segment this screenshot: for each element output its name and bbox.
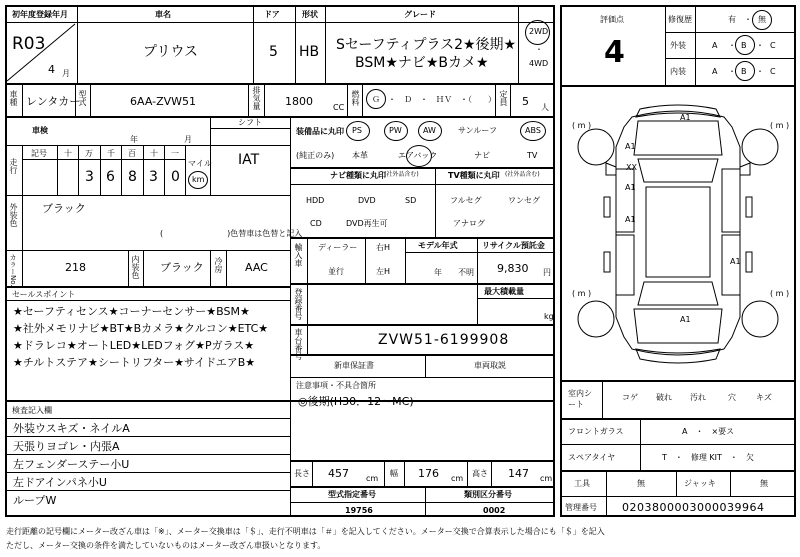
length-unit: cm xyxy=(366,474,379,483)
divider xyxy=(695,5,696,85)
footer-note: 走行距離の記号欄にメーター改ざん車は「※」、メーター交換車は「＄」、走行不明車は「＃」を記入してください。メーター交換で合算表示した場合にも「＄」を記入 xyxy=(6,527,605,536)
seat-item: 汚れ xyxy=(690,393,706,402)
divider xyxy=(290,283,555,285)
equipment-ps: PS xyxy=(352,126,362,135)
shift: IAT xyxy=(238,152,260,168)
left-hand: 左H xyxy=(376,267,391,276)
divider xyxy=(22,159,185,160)
max-load-label: 最大積載量 xyxy=(484,287,524,296)
grade-option: A xyxy=(712,41,718,50)
recycle-amount: 9,830 xyxy=(497,262,529,275)
person-unit: 人 xyxy=(541,103,549,112)
divider xyxy=(22,195,23,250)
grade-option: B xyxy=(741,41,747,50)
diagram-bracket: ( m ) xyxy=(572,121,592,130)
inspector-line: 左フェンダーステー小U xyxy=(13,458,130,471)
class-number: 0002 xyxy=(483,506,506,515)
grade-option: B xyxy=(741,67,747,76)
divider xyxy=(384,460,385,486)
seat-item: 穴 xyxy=(728,393,736,402)
divider xyxy=(143,250,144,286)
divider xyxy=(253,5,254,83)
equipment-label: 装備品に丸印 xyxy=(296,127,344,136)
length-label: 長さ xyxy=(294,469,310,478)
damage-mark: A1 xyxy=(625,183,636,192)
mileage-digit: 3 xyxy=(149,169,158,185)
divider xyxy=(665,32,796,33)
color-no-label: カラーNo. xyxy=(9,254,17,287)
divider xyxy=(5,116,555,118)
height-unit: cm xyxy=(540,474,553,483)
digit-label: 十 xyxy=(150,149,158,158)
score-label: 評価点 xyxy=(600,15,624,24)
km-label: km xyxy=(192,175,205,184)
damage-mark: A1 xyxy=(625,215,636,224)
damage-mark: A1 xyxy=(730,257,741,266)
divider xyxy=(290,486,555,488)
drive-4wd: 4WD xyxy=(529,59,549,68)
repair-option: ・ xyxy=(744,15,752,24)
divider xyxy=(77,5,78,83)
import-dealer: ディーラー xyxy=(318,243,358,252)
grade-option: ・ xyxy=(728,67,736,76)
divider xyxy=(425,486,426,517)
divider xyxy=(100,145,101,195)
digit-label: 百 xyxy=(128,149,136,158)
divider xyxy=(248,83,249,116)
tools-value: 無 xyxy=(637,479,645,488)
import-label: 輸入車 xyxy=(294,243,303,267)
exterior-note: ( )色替車は色替と記入 xyxy=(160,229,303,238)
type-number: 19756 xyxy=(345,506,373,515)
displacement-label: 排気量 xyxy=(252,86,261,110)
yen-unit: 円 xyxy=(543,268,551,277)
shift-label: シフト xyxy=(238,118,262,127)
sales-label: セールスポイント xyxy=(12,290,76,299)
height-label: 高さ xyxy=(472,469,488,478)
divider xyxy=(560,496,796,497)
digit-label: 万 xyxy=(85,149,93,158)
tv-oneseg: ワンセグ xyxy=(508,196,540,205)
divider xyxy=(210,128,290,129)
aircon: AAC xyxy=(245,261,268,274)
equipment-sub-label: (純正のみ) xyxy=(296,151,335,160)
divider xyxy=(560,470,796,472)
equipment-tv: TV xyxy=(527,151,538,160)
divider xyxy=(290,184,555,185)
divider xyxy=(312,460,313,486)
equipment-airbag: エアバック xyxy=(398,151,438,160)
grade-option: ・ xyxy=(756,41,764,50)
divider xyxy=(295,5,296,83)
divider xyxy=(57,145,58,195)
windshield-value: A ・ ×要ス xyxy=(682,427,735,436)
equipment-aw: AW xyxy=(423,126,436,135)
spare-value: T ・ 修理 KIT ・ 欠 xyxy=(662,453,754,462)
divider xyxy=(78,145,79,195)
digit-label: 千 xyxy=(107,149,115,158)
repair-option: 無 xyxy=(758,15,766,24)
divider xyxy=(128,250,129,286)
tools-label: 工具 xyxy=(574,479,590,488)
divider xyxy=(22,250,23,286)
diagram-bracket: ( m ) xyxy=(572,289,592,298)
divider xyxy=(602,380,603,418)
divider xyxy=(560,380,796,382)
divider xyxy=(477,283,478,324)
width: 176 xyxy=(418,467,439,480)
exterior-grade-label: 外装 xyxy=(670,41,686,50)
damage-mark: XX xyxy=(626,163,637,172)
capacity-label: 定員 xyxy=(499,90,508,106)
divider xyxy=(290,502,555,503)
inspection-label: 車検 xyxy=(32,126,48,135)
sales-line: ★ドラレコ★オートLED★LEDフォグ★Pガラス★ xyxy=(13,339,255,352)
divider xyxy=(606,470,607,517)
damage-mark: A1 xyxy=(680,113,691,122)
divider xyxy=(467,460,468,486)
exterior-color: ブラック xyxy=(42,202,86,215)
divider xyxy=(362,83,363,116)
model-year-label: モデル年式 xyxy=(418,241,458,250)
divider xyxy=(5,454,290,455)
damage-mark: A1 xyxy=(625,142,636,151)
seat-item: 破れ xyxy=(656,393,672,402)
divider xyxy=(5,83,555,85)
registration-label: 登録番号 xyxy=(294,288,303,320)
navi-sub: (社外品含む) xyxy=(384,171,419,178)
mileage-digit: 3 xyxy=(85,169,94,185)
divider xyxy=(510,83,511,116)
footer-note: ただし、メーター交換の条件を満たしていないものはメーター改ざん車扱いとなります。 xyxy=(6,541,326,550)
interior-color: ブラック xyxy=(160,261,204,274)
divider xyxy=(665,58,796,59)
management-number: 0203800003000039964 xyxy=(622,501,765,514)
name-label: 車名 xyxy=(155,10,171,19)
divider xyxy=(290,324,555,326)
door-label: ドア xyxy=(264,10,280,19)
exterior-label: 外装色 xyxy=(9,203,18,227)
tv-label: TV種類に丸印 xyxy=(448,171,500,180)
tv-fullseg: フルセグ xyxy=(450,196,482,205)
divider xyxy=(290,167,555,169)
length: 457 xyxy=(328,467,349,480)
drive-2wd: 2WD xyxy=(529,27,549,36)
divider xyxy=(5,400,555,402)
divider xyxy=(425,354,426,377)
inspector-line: ループW xyxy=(13,494,57,507)
vehicle-manual: 車両取説 xyxy=(474,361,506,370)
car-diagram xyxy=(562,87,794,377)
kg-unit: kg xyxy=(544,312,554,321)
divider xyxy=(665,5,666,85)
equipment-leather: 本革 xyxy=(352,151,368,160)
model-year-unknown: 不明 xyxy=(458,268,474,277)
equipment-pw: PW xyxy=(389,126,402,135)
grade-option: C xyxy=(770,41,776,50)
divider xyxy=(5,195,290,196)
equipment-sunroof: サンルーフ xyxy=(458,126,497,135)
grade-line1: Sセーフティプラス2★後期★ xyxy=(336,37,517,53)
grade-option: ・ xyxy=(756,67,764,76)
interior-seat-label: 室内シート xyxy=(568,389,592,409)
drive-dot: ・ xyxy=(535,45,543,54)
inspector-label: 検査記入欄 xyxy=(12,406,52,415)
month-unit: 月 xyxy=(62,69,70,78)
divider xyxy=(477,237,478,283)
chassis-number: ZVW51-6199908 xyxy=(378,332,510,348)
score: 4 xyxy=(604,35,625,70)
shape: HB xyxy=(299,44,320,60)
divider xyxy=(5,286,290,288)
mileage-digit: 0 xyxy=(171,169,180,185)
digit-label: 十 xyxy=(64,149,72,158)
divider xyxy=(90,83,91,116)
spare-label: スペアタイヤ xyxy=(568,453,616,462)
model: 6AA-ZVW51 xyxy=(130,95,197,108)
divider xyxy=(676,470,677,496)
model-label: 型式 xyxy=(78,90,87,106)
reg-year: R03 xyxy=(12,34,46,54)
displacement: 1800 xyxy=(285,95,313,108)
color-no: 218 xyxy=(65,261,86,274)
fuel-label: 燃料 xyxy=(351,90,360,106)
divider xyxy=(435,167,436,237)
grade-label: グレード xyxy=(404,10,436,19)
divider xyxy=(5,472,290,473)
inspection-month-unit: 月 xyxy=(184,135,192,144)
jack-value: 無 xyxy=(760,479,768,488)
divider xyxy=(5,22,555,23)
grade-option: ・ xyxy=(728,41,736,50)
mileage-digit: 8 xyxy=(128,169,137,185)
digit-label: 一 xyxy=(171,149,179,158)
mile-label: マイル xyxy=(188,159,212,168)
category-label: 車種 xyxy=(9,90,18,106)
reg-year-label: 初年度登録年月 xyxy=(12,10,68,19)
divider xyxy=(560,418,796,420)
shape-label: 形状 xyxy=(302,10,318,19)
grade-line2: BSM★ナビ★Bカメ★ xyxy=(355,55,489,71)
divider xyxy=(491,460,492,486)
divider xyxy=(143,145,144,195)
windshield-label: フロントガラス xyxy=(568,427,624,436)
recycle-label: リサイクル預託金 xyxy=(482,241,545,250)
mileage-digit: 6 xyxy=(106,169,115,185)
divider xyxy=(290,400,291,517)
navi-label: ナビ種類に丸印 xyxy=(330,171,386,180)
seat-item: コゲ xyxy=(622,393,638,402)
aircon-label: 冷房 xyxy=(214,257,223,273)
height: 147 xyxy=(508,467,529,480)
divider xyxy=(5,418,290,419)
tv-analog: アナログ xyxy=(453,219,485,228)
divider xyxy=(405,237,406,283)
divider xyxy=(164,145,165,195)
inspector-line: 左ドアインパネ小U xyxy=(13,476,107,489)
divider xyxy=(640,418,641,470)
new-car-warranty: 新車保証書 xyxy=(334,361,374,370)
divider xyxy=(290,377,555,378)
grade-option: C xyxy=(770,67,776,76)
navi-hdd: HDD xyxy=(306,196,325,205)
navi-sd: SD xyxy=(405,196,417,205)
equipment-navi: ナビ xyxy=(474,151,490,160)
jack-label: ジャッキ xyxy=(684,479,716,488)
divider xyxy=(290,354,555,356)
divider xyxy=(5,436,290,437)
sales-line: ★チルトステア★シートリフター★サイドエアB★ xyxy=(13,356,256,369)
divider xyxy=(290,116,291,400)
right-hand: 右H xyxy=(376,243,391,252)
mileage-label: 走行 xyxy=(9,158,18,174)
divider xyxy=(560,444,796,445)
repair-label: 修復歴 xyxy=(668,15,692,24)
divider xyxy=(730,470,731,496)
divider xyxy=(5,490,290,491)
digit-label: 記号 xyxy=(31,149,47,158)
fuel-options: Ｇ ・ Ｄ ・ ＨＶ ・（ ） xyxy=(372,95,496,104)
car-name: プリウス xyxy=(143,44,199,60)
divider xyxy=(210,250,211,286)
divider xyxy=(307,237,308,283)
divider xyxy=(290,460,555,462)
divider xyxy=(477,298,555,299)
damage-mark: A1 xyxy=(680,315,691,324)
navi-cd: CD xyxy=(310,219,322,228)
seat-item: キズ xyxy=(756,393,772,402)
divider xyxy=(5,145,290,146)
divider xyxy=(347,83,348,116)
chassis-label: 車台番号 xyxy=(294,328,303,360)
divider xyxy=(185,145,186,195)
capacity: 5 xyxy=(522,95,529,108)
class-number-label: 類別区分番号 xyxy=(464,490,512,499)
divider xyxy=(121,145,122,195)
divider xyxy=(307,324,308,354)
width-label: 幅 xyxy=(390,469,398,478)
doors: 5 xyxy=(269,44,278,60)
navi-dvd-play: DVD再生可 xyxy=(346,219,388,228)
navi-dvd: DVD xyxy=(358,196,376,205)
type-number-label: 型式指定番号 xyxy=(328,490,376,499)
cc-unit: CC xyxy=(333,103,345,112)
management-label: 管理番号 xyxy=(565,503,597,512)
divider xyxy=(226,250,227,286)
divider xyxy=(264,83,265,116)
interior-grade-label: 内装 xyxy=(670,67,686,76)
sales-line: ★社外メモリナビ★BT★Bカメラ★クルコン★ETC★ xyxy=(13,322,269,335)
repair-option: 有 xyxy=(728,15,736,24)
category: レンタカー xyxy=(26,95,81,108)
divider xyxy=(365,237,366,283)
divider xyxy=(404,460,405,486)
diagram-bracket: ( m ) xyxy=(770,289,790,298)
divider xyxy=(405,252,555,253)
grade-option: A xyxy=(712,67,718,76)
sales-line: ★セーフティセンス★コーナーセンサー★BSM★ xyxy=(13,305,250,318)
equipment-abs: ABS xyxy=(525,126,541,135)
reg-month: 4 xyxy=(48,63,55,76)
tv-sub: (社外品含む) xyxy=(505,171,540,178)
inspection-year-unit: 年 xyxy=(130,135,138,144)
inspector-line: 外装ウスキズ・ネイルA xyxy=(13,422,130,435)
interior-color-label: 内装色 xyxy=(131,255,140,279)
notes-value: ◎後期(H30．12〜MC) xyxy=(298,395,414,408)
width-unit: cm xyxy=(451,474,464,483)
divider xyxy=(325,5,326,83)
model-year-unit: 年 xyxy=(434,268,442,277)
notes-label: 注意事項・不具合箇所 xyxy=(296,381,376,390)
divider xyxy=(22,145,23,195)
diagram-bracket: ( m ) xyxy=(770,121,790,130)
divider xyxy=(518,5,519,83)
divider xyxy=(5,250,290,251)
inspector-line: 天張りヨゴレ・内張A xyxy=(13,440,120,453)
import-parallel: 並行 xyxy=(328,267,344,276)
divider xyxy=(290,237,555,239)
divider xyxy=(5,300,290,301)
divider xyxy=(22,83,23,116)
divider xyxy=(307,283,308,324)
